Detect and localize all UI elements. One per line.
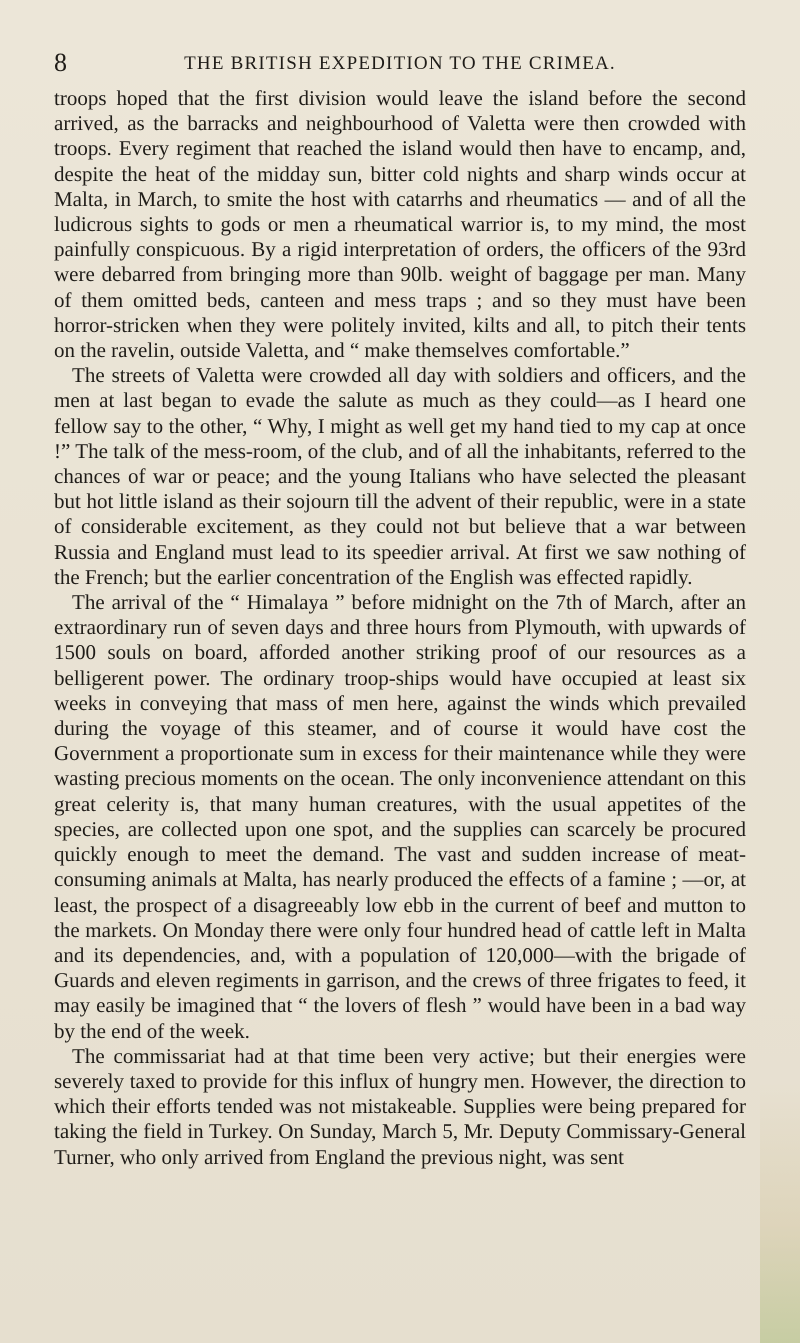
body-text <box>54 86 746 1170</box>
paragraph-2: The streets of Valetta were crowded all day with soldiers and officers, and the men at last began to evade the salute as much as they could—as I heard one fellow say to the other, “ Why, I might as well get my hand tied to my cap at once !” The talk of the mess-room, of the club, and of all the inhabitants, referred to the chances of war or peace; and the young Italians who have selected the pleasant but hot little island as their sojourn till the advent of their republic, were in a state of considerable excitement, as they could not but believe that a war between Russia and England must lead to its speedier arrival. At first we saw nothing of the French; but the earlier concentration of the English was effected rapidly. <box>54 363 746 589</box>
page-stain <box>760 1083 800 1343</box>
paragraph-1: troops hoped that the first division would leave the island before the second arrived, as the barracks and neighbourhood of Valetta were then crowded with troops. Every regiment that reached the island would then have to encamp, and, despite the heat of the midday sun, bitter cold nights and sharp winds occur at Malta, in March, to smite the host with catarrhs and rheumatics — and of all the ludicrous sights to gods or men a rheumatical warrior is, to my mind, the most painfully conspicuous. By a rigid interpretation of orders, the officers of the 93rd were debarred from bringing more than 90lb. weight of baggage per man. Many of them omitted beds, canteen and mess traps ; and so they must have been horror-stricken when they were politely invited, kilts and all, to pitch their tents on the ravelin, outside Valetta, and “ make themselves comfortable.” <box>54 86 746 363</box>
page-number: 8 <box>54 48 67 77</box>
running-title: THE BRITISH EXPEDITION TO THE CRIMEA. <box>184 53 616 74</box>
paragraph-3: The arrival of the “ Himalaya ” before midnight on the 7th of March, after an extraordinary run of seven days and three hours from Plymouth, with upwards of 1500 souls on board, afforded another striking proof of our resources as a belligerent power. The ordinary troop-ships would have occupied at least six weeks in conveying that mass of men here, against the winds which prevailed during the voyage of this steamer, and of course it would have cost the Government a proportionate sum in excess for their maintenance while they were wasting precious moments on the ocean. The only inconvenience attendant on this great celerity is, that many human creatures, with the usual appetites of the species, are collected upon one spot, and the supplies can scarcely be procured quickly enough to meet the demand. The vast and sudden increase of meat-consuming animals at Malta, has nearly produced the effects of a famine ; —or, at least, the prospect of a disagreeably low ebb in the current of beef and mutton to the markets. On Monday there were only four hundred head of cattle left in Malta and its dependencies, and, with a population of 120,000—with the brigade of Guards and eleven regiments in garrison, and the crews of three frigates to feed, it may easily be imagined that “ the lovers of flesh ” would have been in a bad way by the end of the week. <box>54 590 746 1043</box>
running-head <box>54 40 746 76</box>
paragraph-4: The commissariat had at that time been very active; but their energies were severely taxed to provide for this influx of hungry men. However, the direction to which their efforts tended was not mistakeable. Supplies were being prepared for taking the field in Turkey. On Sunday, March 5, Mr. Deputy Commissary-General Turner, who only arrived from England the previous night, was sent <box>54 1043 746 1169</box>
